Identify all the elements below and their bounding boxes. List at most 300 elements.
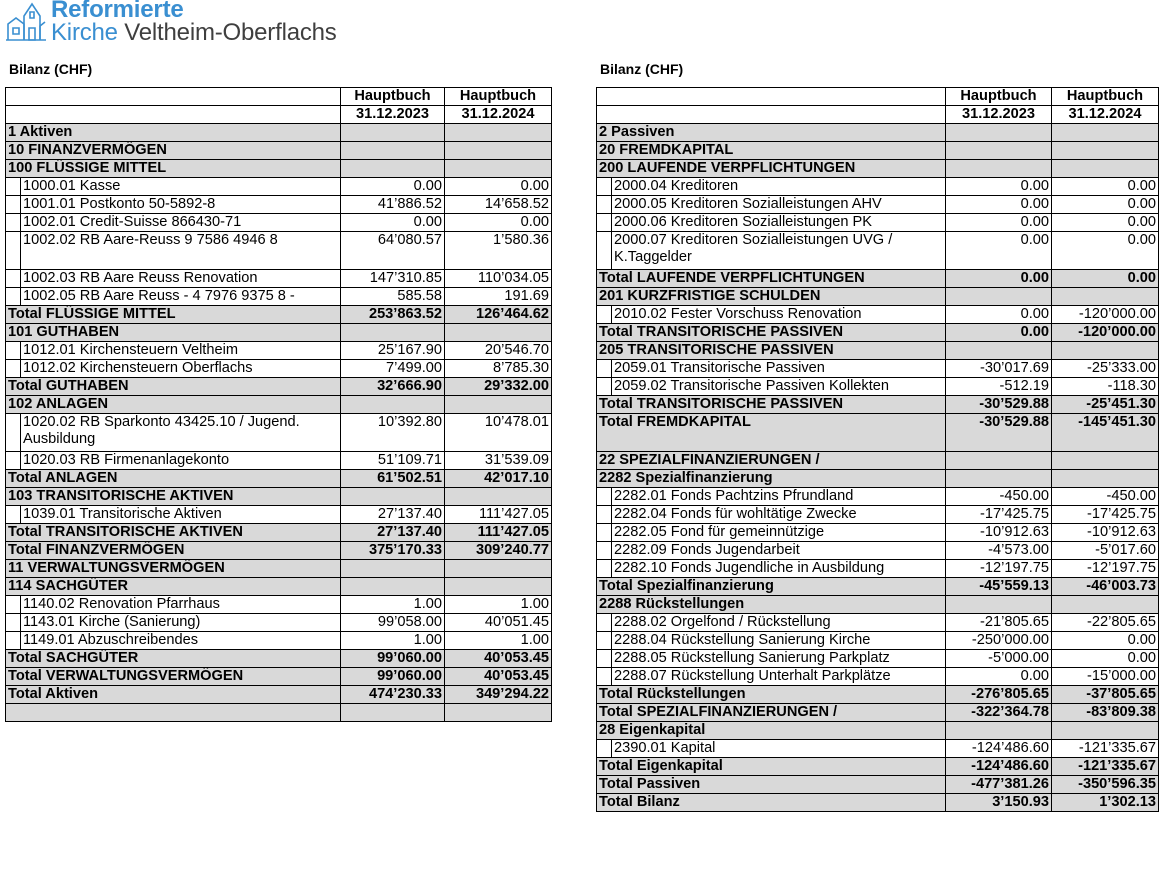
value-2024: 20’546.70	[445, 342, 552, 360]
indent-cell	[597, 214, 612, 232]
account-row	[6, 196, 552, 214]
group-row	[597, 722, 1159, 740]
group-label: 10 FINANZVERMÖGEN	[6, 142, 341, 160]
blank-row	[6, 704, 552, 722]
group-label: 201 KURZFRISTIGE SCHULDEN	[597, 288, 946, 306]
value-2024: -10’912.63	[1052, 524, 1159, 542]
value-2023: 375’170.33	[341, 542, 445, 560]
account-row	[597, 488, 1159, 506]
group-row	[6, 160, 552, 178]
account-label: 2282.04 Fonds für wohltätige Zwecke	[612, 506, 946, 524]
value-2023	[946, 142, 1052, 160]
account-label: 1002.05 RB Aare Reuss - 4 7976 9375 8 -	[21, 288, 341, 306]
group-row	[6, 542, 552, 560]
indent-cell	[597, 378, 612, 396]
value-2024: 0.00	[1052, 178, 1159, 196]
value-2023: 7’499.00	[341, 360, 445, 378]
value-2024: -121’335.67	[1052, 758, 1159, 776]
group-row	[6, 124, 552, 142]
group-row	[6, 470, 552, 488]
value-2024	[1052, 160, 1159, 178]
indent-cell	[6, 196, 21, 214]
value-2024: 42’017.10	[445, 470, 552, 488]
group-row	[597, 776, 1159, 794]
account-label: 2000.07 Kreditoren Sozialleistungen UVG / K.Taggelder	[612, 232, 946, 270]
value-2024	[1052, 142, 1159, 160]
value-2023: -30’529.88	[946, 396, 1052, 414]
group-row	[597, 142, 1159, 160]
account-label: 1000.01 Kasse	[21, 178, 341, 196]
group-row	[6, 306, 552, 324]
value-2023	[341, 560, 445, 578]
value-2023: 27’137.40	[341, 524, 445, 542]
value-2024: -145’451.30	[1052, 414, 1159, 452]
value-2024: -37’805.65	[1052, 686, 1159, 704]
value-2024: -25’333.00	[1052, 360, 1159, 378]
value-2024	[445, 704, 552, 722]
indent-cell	[597, 542, 612, 560]
account-label: 1143.01 Kirche (Sanierung)	[21, 614, 341, 632]
account-row	[6, 452, 552, 470]
value-2023	[946, 596, 1052, 614]
value-2023	[946, 470, 1052, 488]
indent-cell	[597, 524, 612, 542]
indent-cell	[597, 506, 612, 524]
group-label: 2 Passiven	[597, 124, 946, 142]
indent-cell	[6, 614, 21, 632]
account-label: 2059.01 Transitorische Passiven	[612, 360, 946, 378]
right-page-title: Bilanz (CHF)	[600, 61, 684, 77]
group-label: Total TRANSITORISCHE PASSIVEN	[597, 396, 946, 414]
group-label: Total SPEZIALFINANZIERUNGEN /	[597, 704, 946, 722]
indent-cell	[597, 632, 612, 650]
value-2024: -350’596.35	[1052, 776, 1159, 794]
group-row	[597, 396, 1159, 414]
account-row	[597, 360, 1159, 378]
group-label: Total TRANSITORISCHE PASSIVEN	[597, 324, 946, 342]
account-row	[597, 506, 1159, 524]
group-label: Total Rückstellungen	[597, 686, 946, 704]
value-2023: 0.00	[946, 668, 1052, 686]
indent-cell	[597, 740, 612, 758]
account-label: 1012.02 Kirchensteuern Oberflachs	[21, 360, 341, 378]
aktiven-table	[5, 87, 552, 722]
group-label: 103 TRANSITORISCHE AKTIVEN	[6, 488, 341, 506]
value-2023: 51’109.71	[341, 452, 445, 470]
indent-cell	[6, 452, 21, 470]
value-2024: -120’000.00	[1052, 324, 1159, 342]
value-2024: -5’017.60	[1052, 542, 1159, 560]
value-2024: -15’000.00	[1052, 668, 1159, 686]
value-2024: 0.00	[445, 214, 552, 232]
group-row	[6, 396, 552, 414]
value-2023	[341, 160, 445, 178]
value-2023: 64’080.57	[341, 232, 445, 270]
logo-word-kirche: Kirche	[51, 19, 118, 46]
group-row	[597, 414, 1159, 452]
indent-cell	[597, 614, 612, 632]
value-2023: -450.00	[946, 488, 1052, 506]
value-2024: 0.00	[445, 178, 552, 196]
value-2023: -322’364.78	[946, 704, 1052, 722]
account-label: 2390.01 Kapital	[612, 740, 946, 758]
value-2023: 61’502.51	[341, 470, 445, 488]
indent-cell	[597, 196, 612, 214]
group-row	[6, 668, 552, 686]
account-row	[6, 270, 552, 288]
account-label: 1140.02 Renovation Pfarrhaus	[21, 596, 341, 614]
group-label: 20 FREMDKAPITAL	[597, 142, 946, 160]
account-label: 2282.09 Fonds Jugendarbeit	[612, 542, 946, 560]
group-label: 200 LAUFENDE VERPFLICHTUNGEN	[597, 160, 946, 178]
account-label: 1020.02 RB Sparkonto 43425.10 / Jugend. Ausbildung	[21, 414, 341, 452]
account-label: 1012.01 Kirchensteuern Veltheim	[21, 342, 341, 360]
indent-cell	[6, 414, 21, 452]
value-2024: 40’053.45	[445, 668, 552, 686]
value-2023: 3’150.93	[946, 794, 1052, 812]
value-2024: 349’294.22	[445, 686, 552, 704]
group-label: 2288 Rückstellungen	[597, 596, 946, 614]
group-label: Total GUTHABEN	[6, 378, 341, 396]
group-row	[597, 596, 1159, 614]
account-label: 1002.03 RB Aare Reuss Renovation	[21, 270, 341, 288]
indent-cell	[597, 232, 612, 270]
group-label: Total FINANZVERMÖGEN	[6, 542, 341, 560]
value-2024: 110’034.05	[445, 270, 552, 288]
indent-cell	[6, 270, 21, 288]
value-2024	[445, 124, 552, 142]
account-row	[6, 632, 552, 650]
value-2024: -120’000.00	[1052, 306, 1159, 324]
group-label: Total Eigenkapital	[597, 758, 946, 776]
value-2024	[445, 142, 552, 160]
account-row	[597, 560, 1159, 578]
group-label: Total TRANSITORISCHE AKTIVEN	[6, 524, 341, 542]
value-2024: 40’053.45	[445, 650, 552, 668]
group-row	[6, 560, 552, 578]
value-2024: 1.00	[445, 596, 552, 614]
value-2024	[1052, 596, 1159, 614]
account-row	[597, 668, 1159, 686]
value-2023	[946, 722, 1052, 740]
account-label: 1002.01 Credit-Suisse 866430-71	[21, 214, 341, 232]
value-2024	[445, 396, 552, 414]
group-label: 22 SPEZIALFINANZIERUNGEN /	[597, 452, 946, 470]
header-row	[597, 88, 1159, 106]
logo-word-location: Veltheim-Oberflachs	[124, 19, 337, 46]
value-2024	[1052, 124, 1159, 142]
value-2023	[341, 396, 445, 414]
value-2023: 99’058.00	[341, 614, 445, 632]
header-date-2023: 31.12.2023	[341, 106, 445, 124]
value-2024: 1.00	[445, 632, 552, 650]
value-2023	[946, 452, 1052, 470]
account-row	[6, 614, 552, 632]
header-row	[6, 88, 552, 106]
value-2024: 191.69	[445, 288, 552, 306]
value-2023	[341, 704, 445, 722]
account-label: 2288.05 Rückstellung Sanierung Parkplatz	[612, 650, 946, 668]
value-2023: 0.00	[946, 306, 1052, 324]
group-row	[6, 686, 552, 704]
value-2024	[1052, 452, 1159, 470]
group-label: Total ANLAGEN	[6, 470, 341, 488]
group-label: Total Passiven	[597, 776, 946, 794]
value-2023: -124’486.60	[946, 758, 1052, 776]
value-2024: 31’539.09	[445, 452, 552, 470]
value-2024: 0.00	[1052, 232, 1159, 270]
account-row	[597, 650, 1159, 668]
group-row	[597, 794, 1159, 812]
value-2024	[445, 160, 552, 178]
value-2023: -5’000.00	[946, 650, 1052, 668]
value-2023	[946, 288, 1052, 306]
group-row	[597, 288, 1159, 306]
account-label: 2059.02 Transitorische Passiven Kollekten	[612, 378, 946, 396]
value-2023: -21’805.65	[946, 614, 1052, 632]
account-label: 2000.06 Kreditoren Sozialleistungen PK	[612, 214, 946, 232]
account-row	[597, 542, 1159, 560]
account-row	[6, 214, 552, 232]
group-label: 101 GUTHABEN	[6, 324, 341, 342]
value-2024	[445, 578, 552, 596]
value-2024: 111’427.05	[445, 506, 552, 524]
value-2023: -276’805.65	[946, 686, 1052, 704]
indent-cell	[6, 506, 21, 524]
value-2023: 0.00	[946, 196, 1052, 214]
value-2024: 29’332.00	[445, 378, 552, 396]
value-2024: -22’805.65	[1052, 614, 1159, 632]
indent-cell	[6, 596, 21, 614]
logo-line-reformierte: Reformierte	[51, 0, 184, 23]
value-2024: 40’051.45	[445, 614, 552, 632]
account-row	[6, 414, 552, 452]
value-2023: 1.00	[341, 632, 445, 650]
account-row	[6, 288, 552, 306]
account-row	[6, 360, 552, 378]
account-row	[597, 232, 1159, 270]
header-col-2023: Hauptbuch	[946, 88, 1052, 106]
account-label: 1039.01 Transitorische Aktiven	[21, 506, 341, 524]
value-2023	[341, 488, 445, 506]
value-2024: 0.00	[1052, 650, 1159, 668]
group-label: Total LAUFENDE VERPFLICHTUNGEN	[597, 270, 946, 288]
value-2024: 0.00	[1052, 270, 1159, 288]
value-2024	[445, 560, 552, 578]
account-label: 1001.01 Postkonto 50-5892-8	[21, 196, 341, 214]
church-building-icon	[4, 0, 48, 44]
value-2023: 474’230.33	[341, 686, 445, 704]
account-row	[6, 178, 552, 196]
value-2023: 0.00	[946, 232, 1052, 270]
account-row	[6, 232, 552, 270]
value-2024: -450.00	[1052, 488, 1159, 506]
value-2023: 585.58	[341, 288, 445, 306]
value-2023: 147’310.85	[341, 270, 445, 288]
value-2024: 126’464.62	[445, 306, 552, 324]
indent-cell	[597, 650, 612, 668]
group-row	[6, 524, 552, 542]
value-2023: -30’017.69	[946, 360, 1052, 378]
account-row	[597, 378, 1159, 396]
header-date-2023: 31.12.2023	[946, 106, 1052, 124]
value-2023: -45’559.13	[946, 578, 1052, 596]
blank-cell	[6, 704, 341, 722]
indent-cell	[597, 488, 612, 506]
value-2023	[341, 324, 445, 342]
value-2024: 1’580.36	[445, 232, 552, 270]
value-2023: -10’912.63	[946, 524, 1052, 542]
value-2023: 1.00	[341, 596, 445, 614]
indent-cell	[597, 178, 612, 196]
value-2024	[1052, 342, 1159, 360]
value-2023: 0.00	[946, 324, 1052, 342]
indent-cell	[597, 306, 612, 324]
account-label: 2288.02 Orgelfond / Rückstellung	[612, 614, 946, 632]
header-date-row	[6, 106, 552, 124]
value-2024: 8’785.30	[445, 360, 552, 378]
value-2023	[946, 124, 1052, 142]
value-2023: -4’573.00	[946, 542, 1052, 560]
group-row	[6, 578, 552, 596]
account-row	[597, 214, 1159, 232]
value-2024	[1052, 722, 1159, 740]
value-2023	[946, 160, 1052, 178]
value-2024	[1052, 470, 1159, 488]
header-col-2023: Hauptbuch	[341, 88, 445, 106]
group-row	[597, 578, 1159, 596]
value-2024: 111’427.05	[445, 524, 552, 542]
account-row	[6, 506, 552, 524]
account-label: 1149.01 Abzuschreibendes	[21, 632, 341, 650]
value-2023: 25’167.90	[341, 342, 445, 360]
value-2024: 10’478.01	[445, 414, 552, 452]
indent-cell	[6, 232, 21, 270]
header-blank-cell	[6, 106, 341, 124]
group-row	[597, 270, 1159, 288]
account-label: 2282.05 Fond für gemeinnützige	[612, 524, 946, 542]
indent-cell	[597, 668, 612, 686]
group-label: 11 VERWALTUNGSVERMÖGEN	[6, 560, 341, 578]
group-row	[597, 686, 1159, 704]
header-date-2024: 31.12.2024	[445, 106, 552, 124]
value-2023: 0.00	[946, 214, 1052, 232]
group-row	[6, 378, 552, 396]
account-label: 2000.05 Kreditoren Sozialleistungen AHV	[612, 196, 946, 214]
value-2023: -124’486.60	[946, 740, 1052, 758]
indent-cell	[597, 560, 612, 578]
group-label: Total Spezialfinanzierung	[597, 578, 946, 596]
indent-cell	[597, 360, 612, 378]
group-row	[6, 488, 552, 506]
value-2024: 0.00	[1052, 196, 1159, 214]
value-2023: 10’392.80	[341, 414, 445, 452]
value-2024: -121’335.67	[1052, 740, 1159, 758]
value-2023: -17’425.75	[946, 506, 1052, 524]
indent-cell	[6, 632, 21, 650]
group-row	[597, 758, 1159, 776]
value-2023: -250’000.00	[946, 632, 1052, 650]
account-label: 2000.04 Kreditoren	[612, 178, 946, 196]
header-date-row	[597, 106, 1159, 124]
account-row	[597, 196, 1159, 214]
value-2024: -83’809.38	[1052, 704, 1159, 722]
value-2024	[445, 488, 552, 506]
value-2023: 0.00	[946, 270, 1052, 288]
group-label: Total VERWALTUNGSVERMÖGEN	[6, 668, 341, 686]
group-row	[6, 142, 552, 160]
value-2024: -118.30	[1052, 378, 1159, 396]
value-2024: 14’658.52	[445, 196, 552, 214]
account-label: 2282.01 Fonds Pachtzins Pfrundland	[612, 488, 946, 506]
group-row	[6, 324, 552, 342]
group-label: 205 TRANSITORISCHE PASSIVEN	[597, 342, 946, 360]
account-row	[6, 596, 552, 614]
account-row	[6, 342, 552, 360]
group-label: 1 Aktiven	[6, 124, 341, 142]
left-page-title: Bilanz (CHF)	[9, 61, 93, 77]
value-2024: 0.00	[1052, 214, 1159, 232]
account-label: 1002.02 RB Aare-Reuss 9 7586 4946 8	[21, 232, 341, 270]
group-label: 100 FLÜSSIGE MITTEL	[6, 160, 341, 178]
group-row	[597, 160, 1159, 178]
indent-cell	[6, 360, 21, 378]
header-col-2024: Hauptbuch	[1052, 88, 1159, 106]
group-row	[597, 470, 1159, 488]
group-label: Total FREMDKAPITAL	[597, 414, 946, 452]
group-label: 114 SACHGÜTER	[6, 578, 341, 596]
account-label: 1020.03 RB Firmenanlagekonto	[21, 452, 341, 470]
account-label: 2288.04 Rückstellung Sanierung Kirche	[612, 632, 946, 650]
logo-line-church-name	[51, 19, 337, 47]
value-2024	[1052, 288, 1159, 306]
value-2024: -25’451.30	[1052, 396, 1159, 414]
group-row	[597, 124, 1159, 142]
header-date-2024: 31.12.2024	[1052, 106, 1159, 124]
value-2023: 253’863.52	[341, 306, 445, 324]
value-2023: 0.00	[341, 214, 445, 232]
account-row	[597, 614, 1159, 632]
group-row	[597, 704, 1159, 722]
group-label: Total FLÜSSIGE MITTEL	[6, 306, 341, 324]
value-2023: 32’666.90	[341, 378, 445, 396]
account-label: 2010.02 Fester Vorschuss Renovation	[612, 306, 946, 324]
value-2023: 0.00	[946, 178, 1052, 196]
value-2024: 0.00	[1052, 632, 1159, 650]
value-2023: 0.00	[341, 178, 445, 196]
account-label: 2288.07 Rückstellung Unterhalt Parkplätze	[612, 668, 946, 686]
group-label: 102 ANLAGEN	[6, 396, 341, 414]
group-label: Total Bilanz	[597, 794, 946, 812]
group-label: Total SACHGÜTER	[6, 650, 341, 668]
account-row	[597, 524, 1159, 542]
value-2023: -12’197.75	[946, 560, 1052, 578]
value-2023	[341, 124, 445, 142]
value-2024: -17’425.75	[1052, 506, 1159, 524]
value-2023: 41’886.52	[341, 196, 445, 214]
indent-cell	[6, 342, 21, 360]
value-2023: -30’529.88	[946, 414, 1052, 452]
value-2024: -46’003.73	[1052, 578, 1159, 596]
value-2023	[341, 142, 445, 160]
header-blank-cell	[597, 106, 946, 124]
indent-cell	[6, 214, 21, 232]
indent-cell	[6, 288, 21, 306]
value-2023: 99’060.00	[341, 668, 445, 686]
group-label: 2282 Spezialfinanzierung	[597, 470, 946, 488]
value-2024: 309’240.77	[445, 542, 552, 560]
account-label: 2282.10 Fonds Jugendliche in Ausbildung	[612, 560, 946, 578]
